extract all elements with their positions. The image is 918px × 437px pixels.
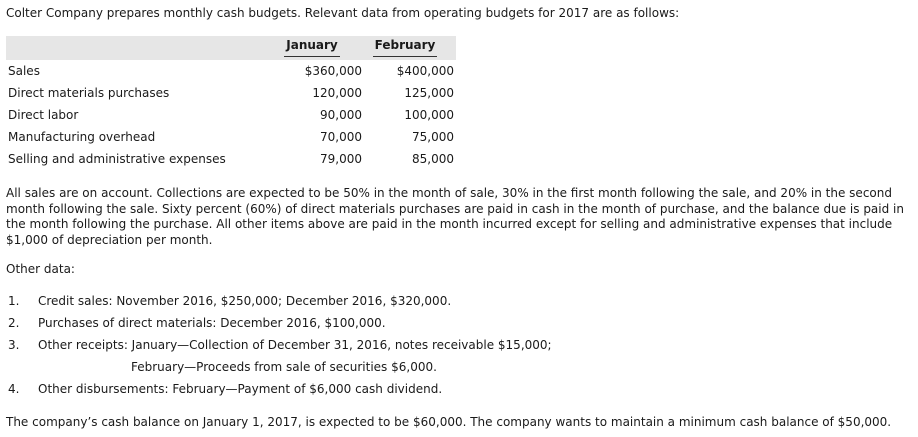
cell-direct-labor-jan: 90,000: [320, 108, 362, 122]
list-item: Other receipts: January—Collection of December 31, 2016, notes receivable $15,000;: [38, 338, 552, 352]
intro-text: Colter Company prepares monthly cash budgets. Relevant data from operating budgets for 2017 are as follows:: [6, 6, 680, 20]
cell-direct-materials-jan: 120,000: [312, 86, 362, 100]
list-item: Other disbursements: February—Payment of $6,000 cash dividend.: [38, 382, 443, 396]
row-label-selling-admin: Selling and administrative expenses: [8, 152, 226, 166]
list-item-number: 2.: [8, 316, 20, 330]
list-item: Credit sales: November 2016, $250,000; December 2016, $320,000.: [38, 294, 452, 308]
cell-selling-admin-jan: 79,000: [320, 152, 362, 166]
collections-paragraph: All sales are on account. Collections are expected to be 50% in the month of sale, 30% in the first month following the sale, and 20% in the second month following the sale. Sixty percent (60%) of direct materials purchases are paid in cash in the month of purchase, and the balance due is paid in the month following the purchase. All other items above are paid in the month incurred except for selling and administrative expenses that include $1,000 of depreciation per month.: [6, 186, 904, 248]
cell-manufacturing-overhead-jan: 70,000: [320, 130, 362, 144]
cell-direct-labor-feb: 100,000: [404, 108, 454, 122]
cell-selling-admin-feb: 85,000: [412, 152, 454, 166]
cell-sales-feb: $400,000: [396, 64, 454, 78]
list-item-number: 3.: [8, 338, 20, 352]
cell-direct-materials-feb: 125,000: [404, 86, 454, 100]
closing-text: The company’s cash balance on January 1, 2017, is expected to be $60,000. The company wants to maintain a minimum cash balance of $50,000.: [6, 415, 892, 429]
list-item-number: 1.: [8, 294, 20, 308]
column-header-february: February: [356, 38, 454, 57]
list-item-continuation: February—Proceeds from sale of securities $6,000.: [131, 360, 437, 374]
row-label-direct-materials: Direct materials purchases: [8, 86, 170, 100]
list-item: Purchases of direct materials: December 2016, $100,000.: [38, 316, 386, 330]
cell-sales-jan: $360,000: [304, 64, 362, 78]
cell-manufacturing-overhead-feb: 75,000: [412, 130, 454, 144]
row-label-manufacturing-overhead: Manufacturing overhead: [8, 130, 156, 144]
column-header-january: January: [262, 38, 362, 57]
row-label-sales: Sales: [8, 64, 40, 78]
other-data-label: Other data:: [6, 262, 75, 276]
row-label-direct-labor: Direct labor: [8, 108, 79, 122]
list-item-number: 4.: [8, 382, 20, 396]
